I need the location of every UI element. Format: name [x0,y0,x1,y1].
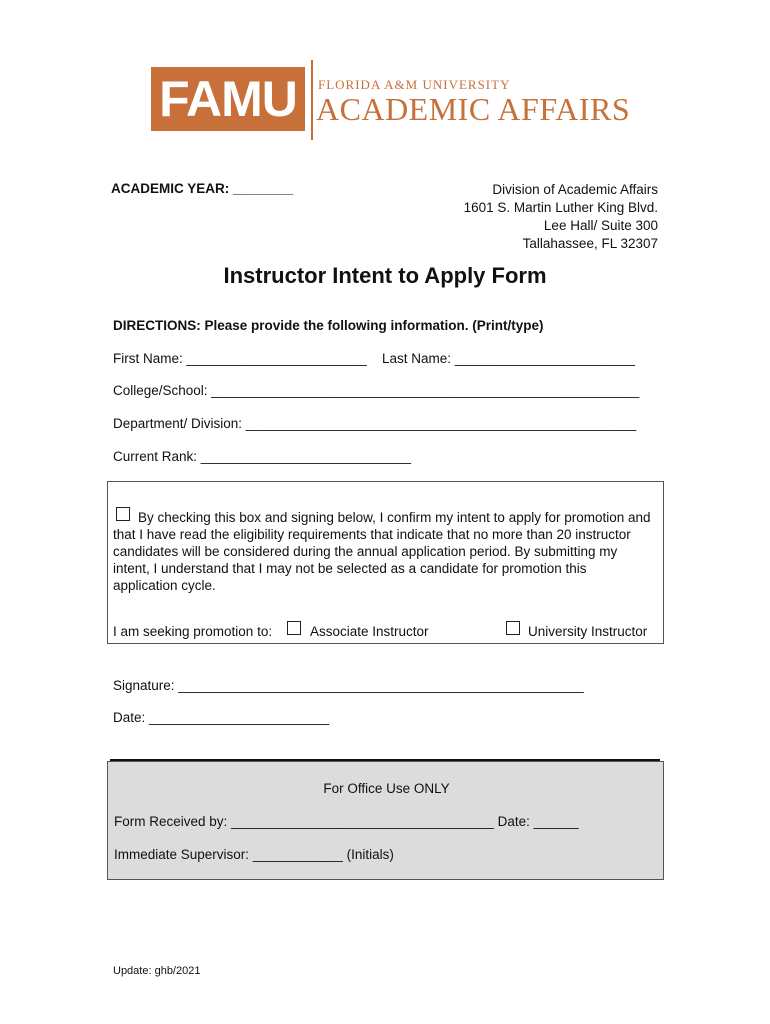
directions: DIRECTIONS: Please provide the following information. (Print/type) [113,318,544,333]
seeking-label: I am seeking promotion to: [113,624,273,639]
form-received-field[interactable]: Form Received by: ___________________________________ Date: ______ [114,814,579,829]
address-line-3: Lee Hall/ Suite 300 [543,218,658,233]
college-field[interactable]: College/School: _________________________________________________________ [113,383,640,398]
department-field[interactable]: Department/ Division: ____________________________________________________ [113,416,637,431]
office-use-box [107,761,664,880]
first-name-field[interactable]: First Name: ________________________ [113,351,367,366]
office-heading: For Office Use ONLY [323,781,450,796]
rank-field[interactable]: Current Rank: ____________________________ [113,449,412,464]
logo-university: FLORIDA A&M UNIVERSITY [318,77,511,92]
logo-department: ACADEMIC AFFAIRS [316,91,631,127]
division-address [464,181,658,253]
associate-instructor-label: Associate Instructor [310,624,429,639]
footer-update: Update: ghb/2021 [113,965,201,977]
logo-wordmark: FAMU [159,71,297,127]
consent-text: By checking this box and signing below, I confirm my intent to apply for promotion and that I have read the eligibility requirements that indicate that no more than 20 instructor candidates will be considered during the annual application period. By submitting my intent, I understand that I may not be selected as a candidate for promotion this application cycle. [113,510,651,593]
famu-logo [151,67,305,131]
supervisor-initials-field[interactable]: Immediate Supervisor: ____________ (Initials) [114,847,394,862]
last-name-field[interactable]: Last Name: ________________________ [382,351,635,366]
university-instructor-checkbox[interactable] [506,621,520,635]
address-line-1: Division of Academic Affairs [492,182,658,197]
university-instructor-label: University Instructor [528,624,648,639]
form-title: Instructor Intent to Apply Form [223,263,547,288]
date-field[interactable]: Date: ________________________ [113,710,330,725]
signature-field[interactable]: Signature: ______________________________________________________ [113,678,584,693]
address-line-4: Tallahassee, FL 32307 [522,236,658,251]
academic-year: ACADEMIC YEAR: ________ [111,181,294,196]
logo-divider [311,60,313,140]
associate-instructor-checkbox[interactable] [287,621,301,635]
address-line-2: 1601 S. Martin Luther King Blvd. [463,200,658,215]
